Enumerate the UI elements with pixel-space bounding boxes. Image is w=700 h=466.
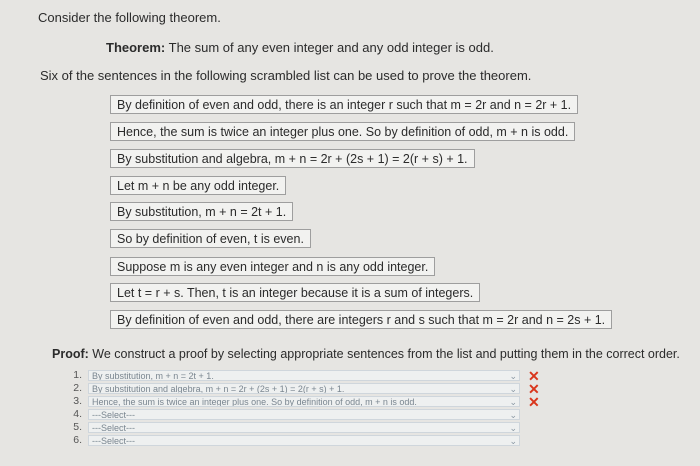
select-value: Hence, the sum is twice an integer plus one. So by definition of odd, m + n is odd.	[92, 397, 417, 407]
proof-step-select[interactable]	[88, 383, 520, 394]
sentence-card[interactable]: By definition of even and odd, there is an integer r such that m = 2r and n = 2r + 1.	[110, 95, 578, 114]
proof-step-select[interactable]	[88, 370, 520, 381]
step-number: 5.	[73, 421, 82, 433]
select-value: By substitution and algebra, m + n = 2r + (2s + 1) = 2(r + s) + 1.	[92, 384, 345, 394]
theorem-statement	[106, 40, 494, 55]
step-number: 6.	[73, 434, 82, 446]
select-value: ---Select---	[92, 436, 135, 446]
incorrect-x-icon: ✕	[528, 394, 540, 410]
sentence-card[interactable]: By substitution, m + n = 2t + 1.	[110, 202, 293, 221]
sentence-card[interactable]: By substitution and algebra, m + n = 2r + (2s + 1) = 2(r + s) + 1.	[110, 149, 475, 168]
select-value: By substitution, m + n = 2t + 1.	[92, 371, 214, 381]
proof-step-select[interactable]	[88, 422, 520, 433]
proof-step-select[interactable]	[88, 409, 520, 420]
proof-label: Proof:	[52, 347, 89, 361]
incorrect-x-icon: ✕	[528, 381, 540, 397]
instructions-text: Six of the sentences in the following scrambled list can be used to prove the theorem.	[40, 68, 532, 83]
chevron-down-icon: ⌄	[509, 397, 517, 407]
sentence-card[interactable]: Let t = r + s. Then, t is an integer because it is a sum of integers.	[110, 283, 480, 302]
sentence-card[interactable]: Hence, the sum is twice an integer plus one. So by definition of odd, m + n is odd.	[110, 122, 575, 141]
chevron-down-icon: ⌄	[509, 384, 517, 394]
proof-step-row	[66, 422, 522, 433]
select-value: ---Select---	[92, 423, 135, 433]
proof-step-row	[66, 370, 522, 381]
proof-step-row	[66, 396, 522, 407]
step-number: 3.	[73, 395, 82, 407]
step-number: 1.	[73, 369, 82, 381]
proof-step-row	[66, 435, 522, 446]
sentence-card[interactable]: So by definition of even, t is even.	[110, 229, 311, 248]
chevron-down-icon: ⌄	[509, 436, 517, 446]
step-number: 4.	[73, 408, 82, 420]
incorrect-x-icon: ✕	[528, 368, 540, 384]
chevron-down-icon: ⌄	[509, 371, 517, 381]
sentence-card[interactable]: Let m + n be any odd integer.	[110, 176, 286, 195]
select-value: ---Select---	[92, 410, 135, 420]
chevron-down-icon: ⌄	[509, 423, 517, 433]
proof-step-row	[66, 383, 522, 394]
proof-intro	[52, 347, 680, 361]
theorem-text: The sum of any even integer and any odd integer is odd.	[168, 40, 494, 55]
sentence-card[interactable]: Suppose m is any even integer and n is any odd integer.	[110, 257, 435, 276]
step-number: 2.	[73, 382, 82, 394]
theorem-label: Theorem:	[106, 40, 166, 55]
proof-step-row	[66, 409, 522, 420]
proof-step-select[interactable]	[88, 396, 520, 407]
proof-step-select[interactable]	[88, 435, 520, 446]
proof-text: We construct a proof by selecting appropriate sentences from the list and putting them in the correct order.	[92, 347, 680, 361]
sentence-card[interactable]: By definition of even and odd, there are integers r and s such that m = 2r and n = 2s + 1.	[110, 310, 612, 329]
chevron-down-icon: ⌄	[509, 410, 517, 420]
intro-text: Consider the following theorem.	[38, 10, 221, 25]
